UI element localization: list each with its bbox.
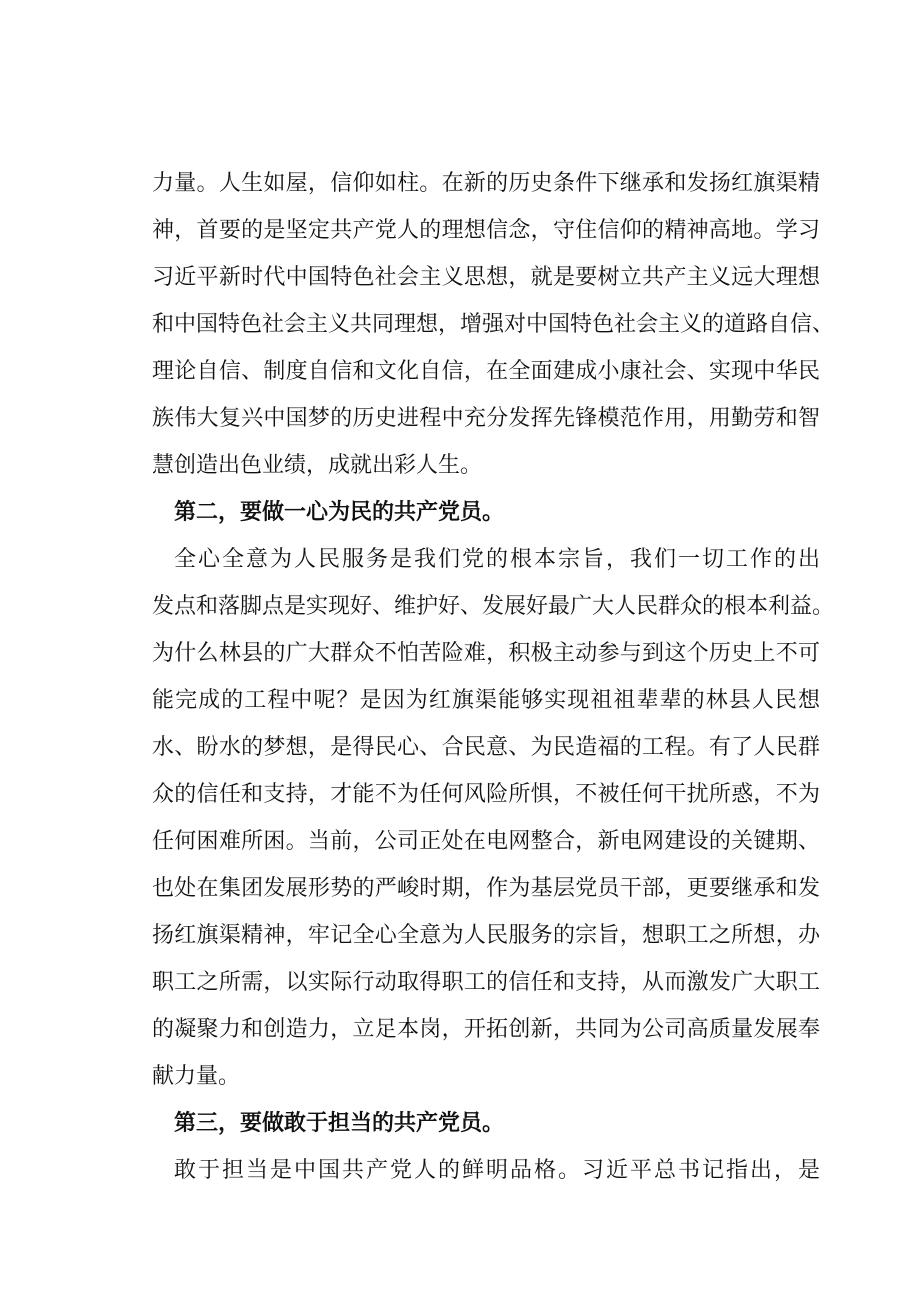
text-line: 慧创造出色业绩，成就出彩人生。 [152, 453, 483, 478]
text-line: 扬红旗渠精神，牢记全心全意为人民服务的宗旨，想职工之所想，办 [152, 923, 820, 948]
text-line: 也处在集团发展形势的严峻时期，作为基层党员干部，更要继承和发 [152, 876, 820, 901]
text-line: 众的信任和支持，才能不为任何风险所惧，不被任何干扰所惑，不为 [152, 782, 820, 807]
text-line: 发点和落脚点是实现好、维护好、发展好最广大人民群众的根本利益。 [152, 594, 835, 619]
section-heading [152, 489, 820, 536]
text-line: 为什么林县的广大群众不怕苦险难，积极主动参与到这个历史上不可 [152, 641, 820, 666]
text-line: 敢于担当是中国共产党人的鲜明品格。习近平总书记指出，是 [174, 1158, 820, 1183]
heading-text: 第三，要做敢于担当的共产党员。 [174, 1110, 505, 1136]
text-line: 职工之所需，以实际行动取得职工的信任和支持，从而激发广大职工 [152, 970, 820, 995]
body-paragraph [152, 536, 835, 1100]
text-line: 的凝聚力和创造力，立足本岗，开拓创新，共同为公司高质量发展奉 [152, 1017, 820, 1042]
text-line: 献力量。 [152, 1064, 241, 1089]
body-paragraph [152, 160, 835, 489]
text-line: 理论自信、制度自信和文化自信，在全面建成小康社会、实现中华民 [152, 359, 820, 384]
text-line: 水、盼水的梦想，是得民心、合民意、为民造福的工程。有了人民群 [152, 735, 820, 760]
text-line: 任何困难所困。当前，公司正处在电网整合，新电网建设的关键期、 [152, 829, 820, 854]
body-paragraph [152, 1147, 820, 1194]
text-line: 族伟大复兴中国梦的历史进程中充分发挥先锋模范作用，用勤劳和智 [152, 406, 820, 431]
text-line: 神，首要的是坚定共产党人的理想信念，守住信仰的精神高地。学习 [152, 218, 820, 243]
heading-text: 第二，要做一心为民的共产党员。 [174, 499, 505, 525]
text-line: 习近平新时代中国特色社会主义思想，就是要树立共产主义远大理想 [152, 265, 820, 290]
text-line: 力量。人生如屋，信仰如柱。在新的历史条件下继承和发扬红旗渠精 [152, 171, 820, 196]
document-page [152, 160, 835, 1194]
text-line: 和中国特色社会主义共同理想，增强对中国特色社会主义的道路自信、 [152, 312, 835, 337]
section-heading [152, 1100, 820, 1147]
text-line: 全心全意为人民服务是我们党的根本宗旨，我们一切工作的出 [174, 547, 820, 572]
text-line: 能完成的工程中呢？是因为红旗渠能够实现祖祖辈辈的林县人民想 [152, 688, 820, 713]
